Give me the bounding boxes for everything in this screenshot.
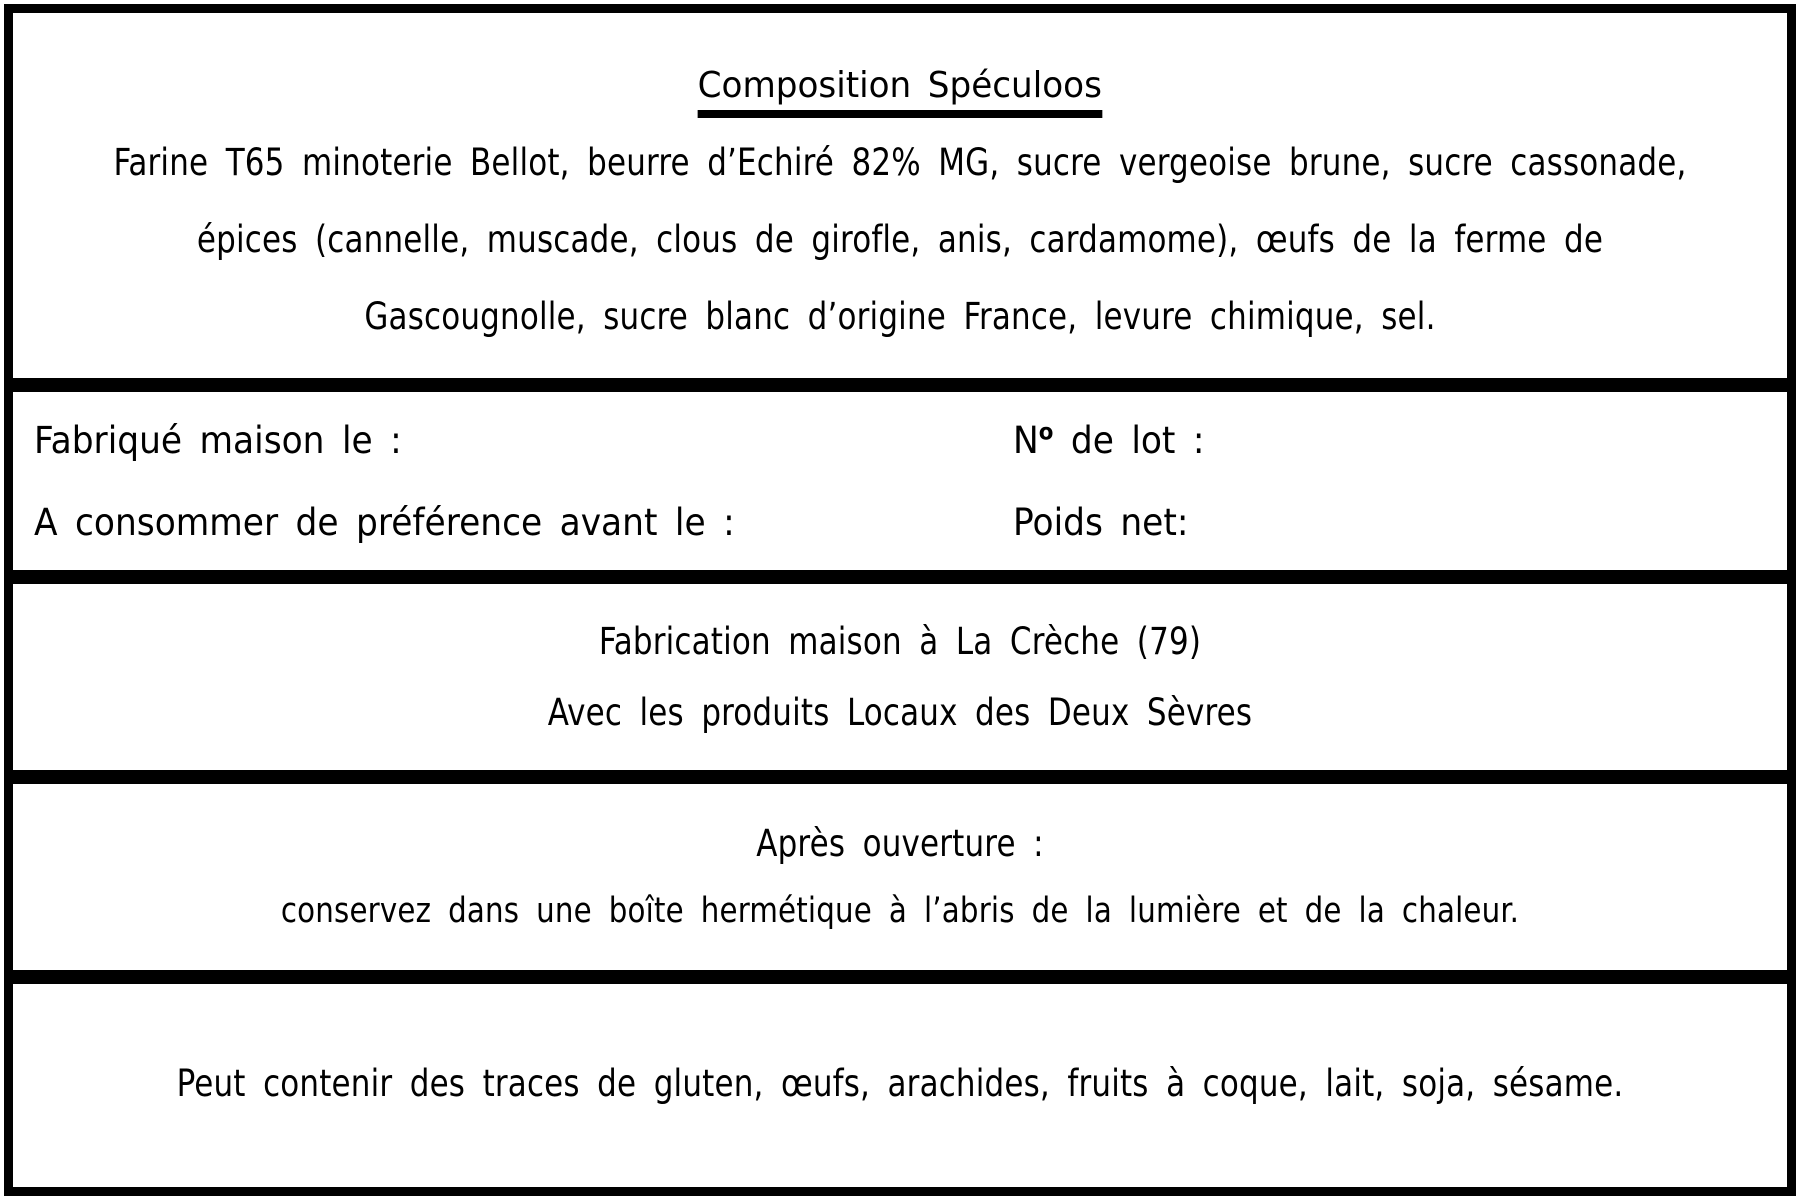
net-weight-label: Poids net: — [1013, 500, 1189, 544]
origin-section — [13, 584, 1787, 770]
origin-line-2: Avec les produits Locaux des Deux Sèvres — [547, 691, 1253, 734]
lot-number-cell — [913, 418, 1787, 462]
composition-title: Composition Spéculoos — [698, 68, 1102, 118]
storage-section — [13, 784, 1787, 970]
field-row-made-on — [13, 399, 1787, 481]
storage-instruction: conservez dans une boîte hermétique à l’abris de la lumière et de la chaleur. — [280, 891, 1520, 931]
lot-number-degree-icon: o — [1038, 419, 1054, 446]
best-before-label: A consommer de préférence avant le : — [34, 500, 735, 544]
made-on-cell — [13, 418, 913, 462]
composition-section — [13, 14, 1787, 378]
net-weight-cell — [913, 500, 1787, 544]
section-divider-1 — [4, 378, 1796, 392]
allergens-section — [13, 984, 1787, 1182]
field-row-best-before — [13, 481, 1787, 563]
storage-heading: Après ouverture : — [756, 822, 1044, 865]
section-divider-3 — [4, 770, 1796, 784]
best-before-cell — [13, 500, 913, 544]
lot-number-label — [1013, 418, 1205, 462]
lot-number-label-prefix: N — [1013, 418, 1039, 462]
composition-line-3: Gascougnolle, sucre blanc d’origine France, levure chimique, sel. — [364, 294, 1436, 338]
allergen-statement: Peut contenir des traces de gluten, œufs, arachides, fruits à coque, lait, soja, sésame. — [176, 1061, 1624, 1105]
origin-line-1: Fabrication maison à La Crèche (79) — [598, 620, 1202, 663]
section-divider-2 — [4, 570, 1796, 584]
composition-line-2: épices (cannelle, muscade, clous de girofle, anis, cardamome), œufs de la ferme de — [196, 217, 1604, 261]
made-on-label: Fabriqué maison le : — [34, 418, 402, 462]
composition-line-1: Farine T65 minoterie Bellot, beurre d’Echiré 82% MG, sucre vergeoise brune, sucre cassonade, — [113, 140, 1687, 184]
section-divider-4 — [4, 970, 1796, 984]
composition-title-wrap — [13, 64, 1787, 118]
lot-number-label-suffix: de lot : — [1053, 418, 1205, 462]
manufacture-fields-section — [13, 392, 1787, 570]
